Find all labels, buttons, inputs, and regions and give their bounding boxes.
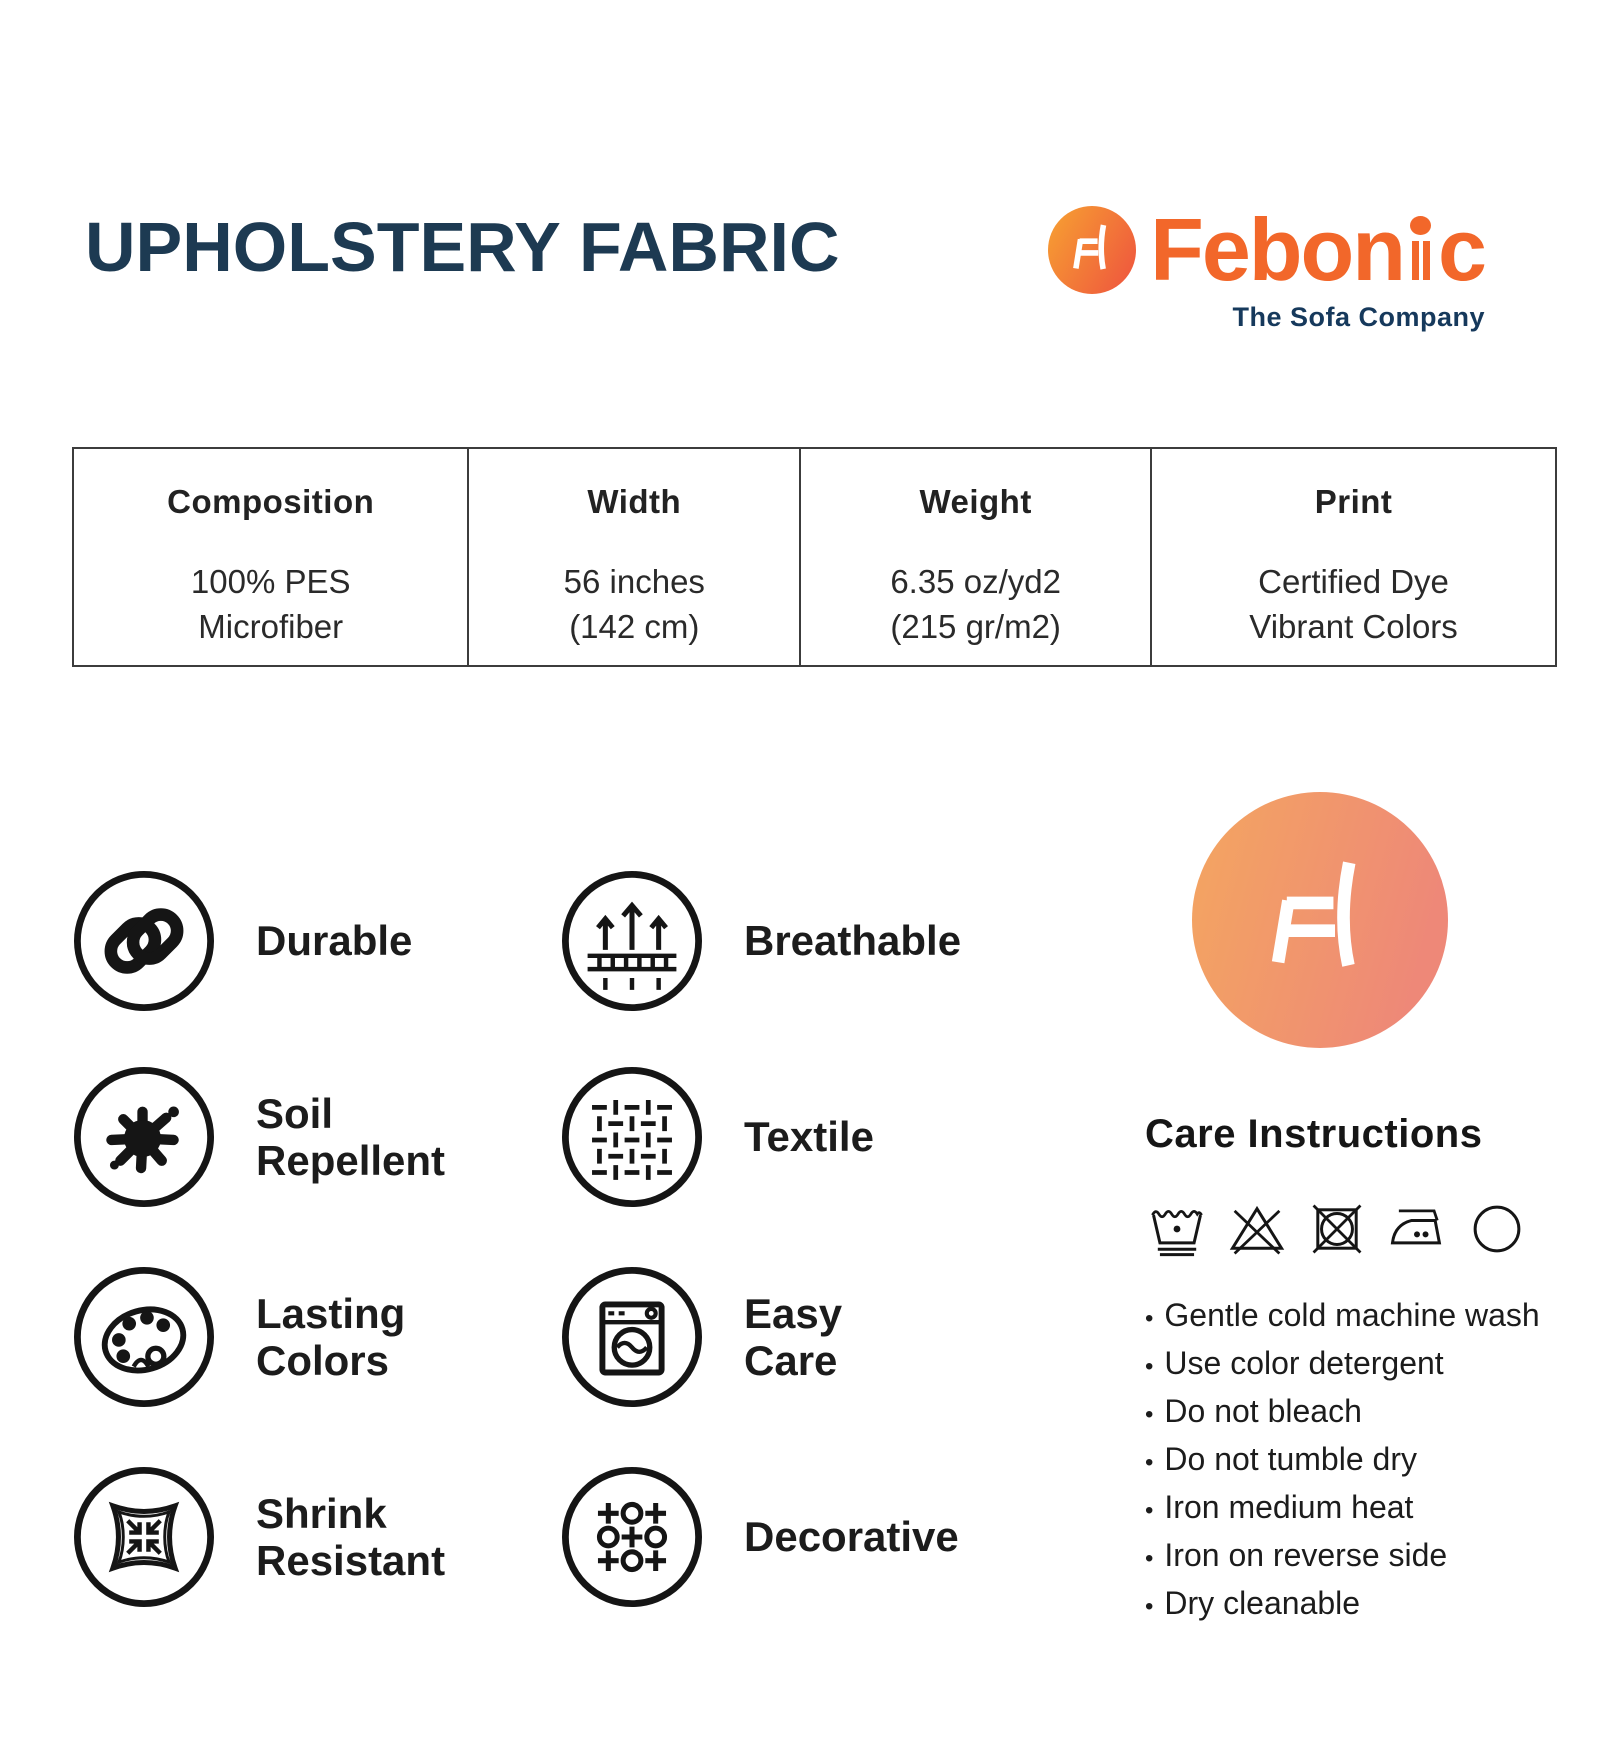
feature-soil-repellent xyxy=(70,1037,558,1237)
brand-row xyxy=(1048,199,1485,299)
care-list xyxy=(1145,1293,1600,1629)
washing-machine-icon xyxy=(558,1263,706,1411)
plus-circle-pattern-icon xyxy=(558,1463,706,1611)
iron-medium-heat-icon xyxy=(1385,1197,1449,1261)
spec-values xyxy=(191,559,351,649)
care-item: • Use color detergent xyxy=(1145,1341,1600,1389)
spec-value-line: (142 cm) xyxy=(569,608,700,645)
gentle-wash-icon xyxy=(1145,1197,1209,1261)
airflow-arrows-icon xyxy=(558,867,706,1015)
care-item: • Do not tumble dry xyxy=(1145,1437,1600,1485)
feature-label: Durable xyxy=(256,917,413,965)
spec-value-line: 56 inches xyxy=(563,563,705,600)
do-not-tumble-dry-icon xyxy=(1305,1197,1369,1261)
feature-label: Shrink Resistant xyxy=(256,1489,446,1584)
spec-value-line: Certified Dye xyxy=(1258,563,1449,600)
paint-palette-icon xyxy=(70,1263,218,1411)
do-not-bleach-icon xyxy=(1225,1197,1289,1261)
spec-value-line: (215 gr/m2) xyxy=(890,608,1061,645)
spec-cell-composition xyxy=(74,449,469,665)
spec-header: Weight xyxy=(919,483,1032,520)
spec-table xyxy=(72,447,1557,667)
brand-block xyxy=(1048,199,1485,333)
care-item: • Gentle cold machine wash xyxy=(1145,1293,1600,1341)
care-item: • Dry cleanable xyxy=(1145,1581,1600,1629)
febonic-chair-icon-large xyxy=(1241,839,1399,1002)
care-instructions xyxy=(1145,1112,1600,1629)
feature-label: Breathable xyxy=(744,917,962,965)
febonic-chair-icon xyxy=(1061,217,1123,284)
fabric-weave-icon xyxy=(558,1063,706,1211)
spec-value-line: 100% PES xyxy=(190,563,351,600)
feature-label: Textile xyxy=(744,1113,874,1161)
page-title: UPHOLSTERY FABRIC xyxy=(85,208,840,286)
care-heading: Care Instructions xyxy=(1145,1112,1483,1156)
brand-name xyxy=(1150,199,1485,299)
feature-decorative xyxy=(558,1437,1070,1637)
brand-name-pre: Febon xyxy=(1150,199,1405,299)
feature-textile xyxy=(558,1037,1070,1237)
febonic-emblem xyxy=(1192,792,1448,1048)
care-item: • Iron on reverse side xyxy=(1145,1533,1600,1581)
spec-header: Composition xyxy=(167,483,375,520)
spec-value-line: Vibrant Colors xyxy=(1249,608,1458,645)
care-item: • Do not bleach xyxy=(1145,1389,1600,1437)
care-symbols-row xyxy=(1145,1197,1600,1261)
feature-label: Lasting Colors xyxy=(256,1289,406,1384)
care-item: • Iron medium heat xyxy=(1145,1485,1600,1533)
spec-values xyxy=(890,559,1061,649)
dry-clean-icon xyxy=(1465,1197,1529,1261)
spec-header: Width xyxy=(587,483,682,520)
febonic-logo-badge xyxy=(1048,206,1136,294)
chain-link-icon xyxy=(70,867,218,1015)
spec-cell-print xyxy=(1152,449,1555,665)
feature-grid xyxy=(70,845,1070,1637)
spec-value-line: 6.35 oz/yd2 xyxy=(890,563,1061,600)
feature-easy-care xyxy=(558,1237,1070,1437)
feature-lasting-colors xyxy=(70,1237,558,1437)
feature-durable xyxy=(70,845,558,1037)
feature-label: Decorative xyxy=(744,1513,959,1561)
spec-cell-weight xyxy=(801,449,1152,665)
spec-values xyxy=(1249,559,1458,649)
spec-header: Print xyxy=(1314,483,1393,520)
spec-value-line: Microfiber xyxy=(198,608,344,645)
spec-values xyxy=(564,559,705,649)
brand-letter-i xyxy=(1408,216,1434,280)
brand-name-post: c xyxy=(1438,199,1485,299)
feature-label: Easy Care xyxy=(744,1289,843,1384)
feature-shrink-resistant xyxy=(70,1437,558,1637)
brand-tagline: The Sofa Company xyxy=(1232,302,1485,332)
feature-label: Soil Repellent xyxy=(256,1089,446,1184)
spec-cell-width xyxy=(469,449,801,665)
shrink-pillow-icon xyxy=(70,1463,218,1611)
feature-breathable xyxy=(558,845,1070,1037)
ink-splat-icon xyxy=(70,1063,218,1211)
